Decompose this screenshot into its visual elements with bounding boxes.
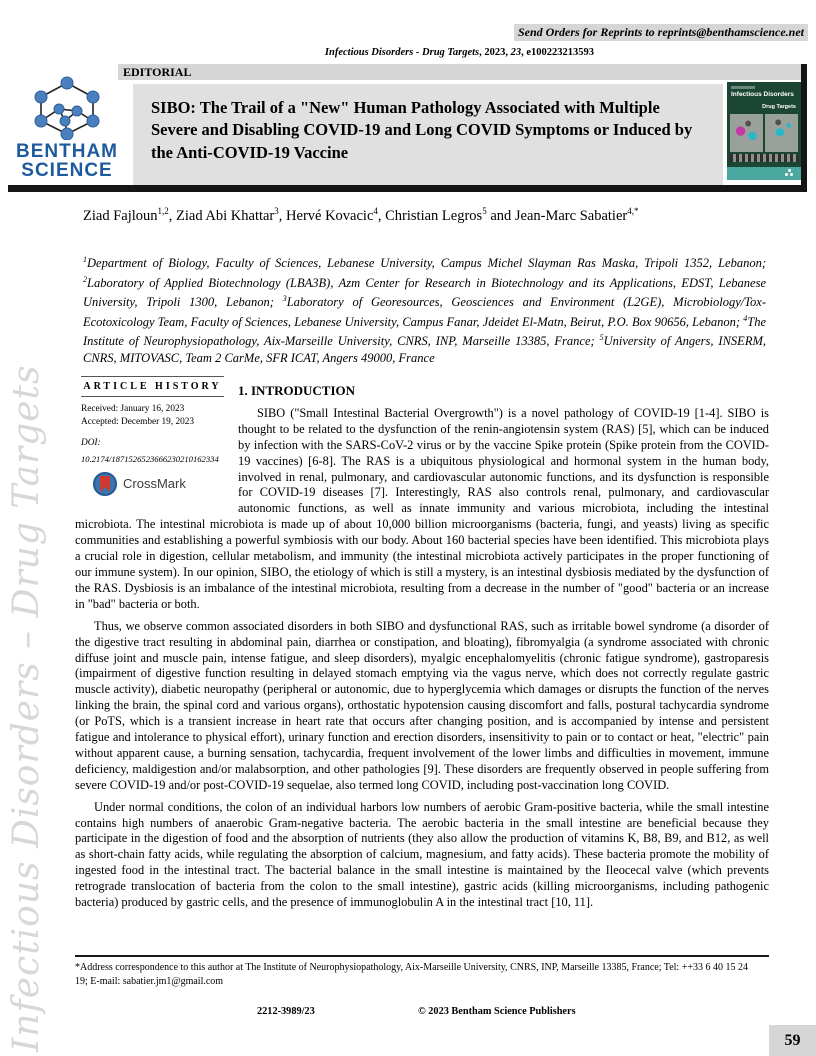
author-name: Jean-Marc Sabatier [514, 207, 628, 224]
logo-text-bentham: BENTHAM [16, 141, 118, 162]
author-affil-sup: 4 [373, 206, 378, 216]
journal-citation: Infectious Disorders - Drug Targets, 2023, 23, e100223213593 [324, 47, 595, 58]
affiliation-item: Laboratory of Applied Biotechnology (LBA3B), Azm Center for Research in Biotechnology and its Applications, EDST, Lebanese University, Tripoli 1300, Lebanon; [83, 275, 766, 310]
article-body [75, 376, 769, 917]
copyright-line: © 2023 Bentham Science Publishers [418, 1006, 576, 1017]
body-paragraph-3: Under normal conditions, the colon of an individual harbors low numbers of aerobic Gram-positive bacteria, while the small intestine contains high numbers of anaerobic Gram-negative bacteria. The aerobic bacteria in the small intestine are beneficial because they participate in the digestion of food and the absorption of nutrients (they also allow the production of vitamins K, B8, B9, and B12, as well as short-chain fatty acids, while regulating the absorption of calcium, magnesium, and fatty acids). These bacteria promote the mobility of ingested food in the intestinal tract. The bacterial balance in the small intestine is maintained by the Ileocecal valve (which prevents retrograde translocation of bacteria from the colon to the small intestine), gastric acids (killing microorganisms, including pathogenic bacteria) produced by gastric cells, and the presence of immunoglobulin A in the intestinal tract [10, 11]. [75, 799, 769, 910]
article-title-box [133, 84, 723, 185]
crossmark-label: CrossMark [123, 475, 186, 491]
citation-volume: 23 [510, 47, 522, 58]
author-line: Ziad Fajloun$^{1,2}$, Ziad Abi Khattar$^3$, Hervé Kovacic$^4$, Christian Legros$^5$ and Jean-Marc Sabatier$^{4,*}$ [83, 206, 639, 224]
author-affil-sup: 4,* [627, 206, 639, 216]
crossmark-badge[interactable] [93, 472, 224, 496]
doi-label: DOI: [81, 438, 101, 449]
issn-code: 2212-3989/23 [257, 1006, 315, 1017]
journal-name: Infectious Disorders - Drug Targets [324, 47, 480, 58]
page-number: 59 [769, 1025, 816, 1056]
molecule-icon [29, 76, 105, 140]
citation-article-id: e100223213593 [526, 47, 595, 58]
author-name: Ziad Fajloun [83, 207, 158, 224]
journal-spine-title: Infectious Disorders – Drug Targets [6, 364, 47, 1052]
crossmark-icon [93, 472, 117, 496]
imprint-line [0, 1006, 816, 1022]
reprints-notice[interactable]: Send Orders for Reprints to reprints@benthamscience.net [514, 24, 808, 41]
section-label: EDITORIAL [123, 65, 192, 79]
received-date: Received: January 16, 2023 [81, 404, 185, 414]
affiliation-item: Department of Biology, Faculty of Sciences, Lebanese University, Campus Michel Slayman Ras Maska, Tripoli 1352, Lebanon; [87, 256, 766, 271]
accepted-date: Accepted: December 19, 2023 [81, 417, 195, 428]
affiliation-item: The Institute of Neurophysiopathology, Aix-Marseille University, CNRS, INP, Marseille 13385, France; [83, 314, 766, 349]
affiliation-item: University of Angers, INSERM, CNRS, MITOVASC, Team 2 CarMe, SFR ICAT, Angers 49000, France [83, 334, 766, 365]
article-title: SIBO: The Trail of a "New" Human Pathology Associated with Multiple Severe and Disabling COVID-19 and Long COVID Symptoms or Induced by the Anti-COVID-19 Vaccine [151, 98, 693, 162]
author-affil-sup: 5 [482, 206, 487, 216]
journal-cover-thumbnail [727, 82, 801, 180]
section-banner [118, 64, 801, 80]
affiliation-item: Laboratory of Georesources, Geosciences and Environment (L2GE), Microbiology/Tox-Ecotoxicology Team, Faculty of Sciences, Lebanese University, Campus Fanar, Jdeidet El-Matn, Beirut, P.O. Box 90656, Lebanon; [83, 295, 766, 329]
crossmark-ribbon-icon [100, 476, 110, 492]
correspondence-note: *Address correspondence to this author at The Institute of Neurophysiopathology, Aix-Marseille University, CNRS, INP, Marseille 13385, France; Tel: ++33 6 40 15 24 19; E-mail: sabatier.jm1@gmail.com [75, 962, 748, 987]
cover-image-left [730, 114, 763, 152]
correspondence-email[interactable]: sabatier.jm1@gmail.com [122, 976, 224, 987]
author-name: Christian Legros [385, 207, 483, 224]
introduction-heading: 1. INTRODUCTION [238, 383, 356, 398]
author-affil-sup: 1,2 [157, 206, 169, 216]
article-history-heading: ARTICLE HISTORY [81, 376, 224, 397]
bentham-science-logo [12, 76, 122, 181]
doi-value: 10.2174/1871526523666230210162334 [81, 453, 219, 464]
footnote-rule [75, 955, 769, 957]
citation-year: 2023 [484, 47, 506, 58]
cover-meta-bar [731, 86, 755, 89]
cover-bottom-band [727, 167, 801, 180]
cover-emblem-icon [790, 173, 793, 176]
body-paragraph-1: SIBO ("Small Intestinal Bacterial Overgrowth") is a novel pathology of COVID-19 [1-4]. SIBO is thought to be related to the dysfunction of the renin-angiotensin system (RAS) [5], which can be induced by infection with the SARS-CoV-2 virus or by the vaccine Spike protein (Spike protein from the COVID-19 vaccines) [6-8]. The RAS is a ubiquitous physiological and hormonal system in the human body, involved in renal, pulmonary, and cardiovascular autonomic functions, and its dysfunction is responsible for COVID-19 diseases [7]. Interestingly, RAS also controls renal, pulmonary, and cardiovascular autonomic functions, as well as innate immunity and various microbiota, including the intestinal microbiota. The intestinal microbiota is made up of about 10,000 billion microorganisms (bacteria, fungi, and yeasts) living as specific communities and establishing a powerful symbiosis with our body. About 160 bacterial species have been identified. This microbiota plays a crucial role in digestion, cellular metabolism, and immunity (the intestinal microbiota actively participates in the proper functioning of our immune system). In our opinion, SIBO, the etiology of which is still a mystery, is an intestinal dysbiosis mediated by the dysfunction of the RAS. Dysbiosis is an imbalance of the intestinal microbiota, resulting from a decrease in the number of "good" bacteria or an increase in "bad" bacteria or both. [75, 405, 769, 611]
body-paragraph-2: Thus, we observe common associated disorders in both SIBO and dysfunctional RAS, such as irritable bowel syndrome (a disorder of the digestive tract resulting in abdominal pain, diarrhea or constipation, and bloating), fibromyalgia (a syndrome associated with chronic diffuse joint and muscle pain, intense fatigue, and sleep disorders), myalgic encephalomyelitis (chronic fatigue syndrome), gastroparesis (impairment of digestive function resulting in delayed stomach emptying via the vagus nerve, which does not correctly regulate gastric muscle activity), diabetic neuropathy (peripheral or autonomic, due to hyperglycemia which damages or disrupts the function of the nerves linking the brain, the spinal cord and various organs), orthostatic hypotension causing discomfort and falls, postural tachycardia syndrome (or PoTS, which is a transient increase in heart rate that occurs after changing position, and is accompanied by intense and persistent fatigue and intolerance to physical effort), urinary function and erection disorders, insensitivity to pain or to contact or heat, "electric" pain without apparent cause, a burning sensation, tachycardia, frequent involvement of the lower limbs and difficulties in movement, immune deficiency, maldigestion and/or malabsorption, and other pathologies [9]. These disorders are frequently observed in people suffering from severe COVID-19 and/or post-COVID-19 sequelae, also termed long COVID, including post-vaccination long COVID. [75, 618, 769, 792]
cover-image-right [765, 114, 798, 152]
header-horizontal-rule [8, 185, 807, 192]
header-vertical-rule [801, 64, 807, 185]
article-history-box [75, 376, 238, 504]
author-name: Hervé Kovacic [286, 207, 374, 224]
cover-title: Infectious Disorders [731, 91, 794, 98]
cover-subtitle: Drug Targets [762, 104, 796, 110]
author-name: Ziad Abi Khattar [176, 207, 275, 224]
affiliations: $^1$Department of Biology, Faculty of Sciences, Lebanese University, Campus Michel Slayman Ras Maska, Tripoli 1352, Lebanon; $^2$Laboratory of Applied Biotechnology (LBA3B), Azm Center for Research in Biotechnology and its Applications, EDST, Lebanese University, Tripoli 1300, Lebanon; $^3$Laboratory of Georesources, Geosciences and Environment (L2GE), Microbiology/Tox-Ecotoxicology Team, Faculty of Sciences, Lebanese University, Campus Fanar, Jdeidet El-Matn, Beirut, P.O. Box 90656, Lebanon; $^4$The Institute of Neurophysiopathology, Aix-Marseille University, CNRS, INP, Marseille 13385, France; $^5$University of Angers, INSERM, CNRS, MITOVASC, Team 2 CarMe, SFR ICAT, Angers 49000, France [83, 255, 766, 365]
author-affil-sup: 3 [274, 206, 279, 216]
cover-filmstrip [730, 154, 798, 162]
logo-text-science: SCIENCE [21, 160, 113, 182]
cover-microscopy-images [730, 114, 801, 152]
